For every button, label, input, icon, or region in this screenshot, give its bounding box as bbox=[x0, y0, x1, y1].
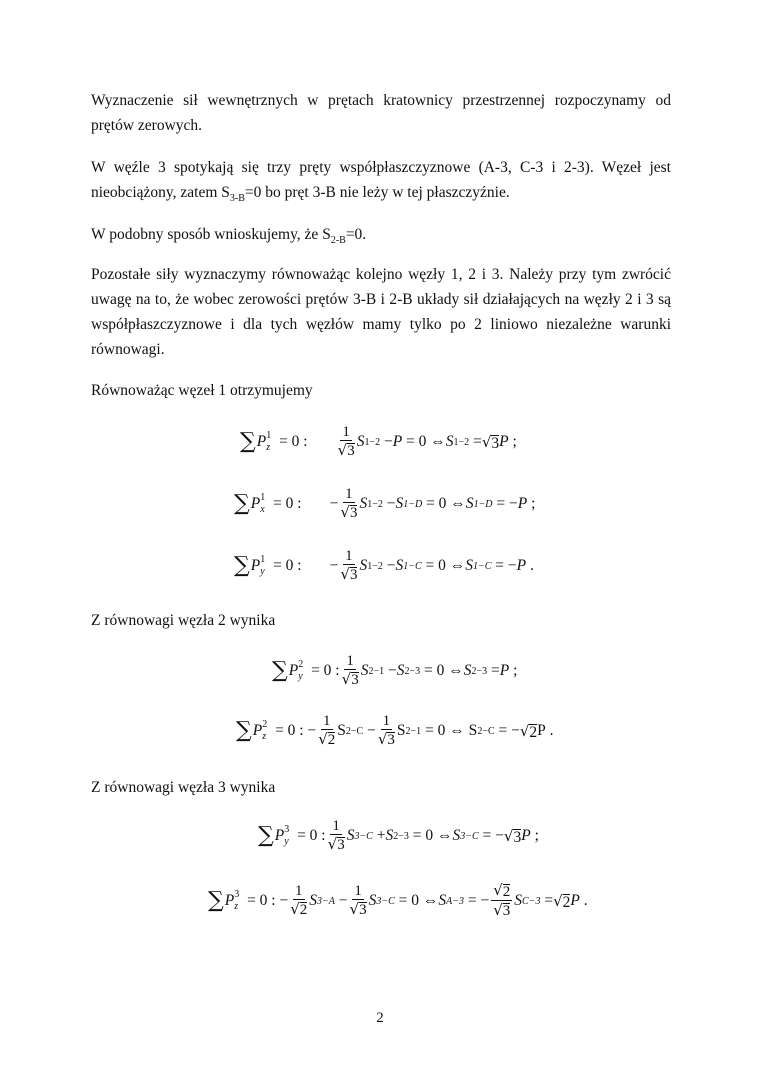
equation-node2-y: ∑ P 2 y = 0 : 1 √ 3 S 2−1 − S 2−3 = 0 ⇔ S 2−3 = P ; bbox=[272, 653, 518, 688]
page-number: 2 bbox=[376, 1010, 384, 1026]
equation-node3-z: ∑ P 3 z = 0 : − 1 √ 2 S 3−A − 1 √ 3 S 3−C = 0 ⇔ S A−3 = − √ 2 √ 3 S C−3 = √ 2 P . bbox=[208, 881, 588, 919]
equation-node1-z: ∑ P 1 z = 0 : 1 √ 3 S 1−2 − P = 0 ⇔ S 1−2 = √ 3 P ; bbox=[240, 424, 517, 459]
paragraph-node2-heading: Z równowagi węzła 2 wynika bbox=[91, 612, 276, 629]
paragraph-node2-zero: W podobny sposób wnioskujemy, że $S_{2-B}=0$. bbox=[91, 226, 367, 246]
paragraph-node3-zero: W węźle 3 spotykają się trzy pręty współpłaszczyznowe (A-3, C-3 i 2-3). Węzeł jest nieobciążony, zatem $S_{3-B}=0$ bo pręt 3-B nie leży w tej płaszczyźnie. bbox=[91, 159, 671, 204]
paragraph-intro: Wyznaczenie sił wewnętrznych w prętach kratownicy przestrzennej rozpoczynamy od prętów zerowych. bbox=[91, 92, 671, 134]
equation-node3-y: ∑ P 3 y = 0 : 1 √ 3 S 3−C + S 2−3 = 0 ⇔ S 3−C = − √ 3 P ; bbox=[258, 818, 539, 853]
paragraph-node1-heading: Równoważąc węzeł 1 otrzymujemy bbox=[91, 382, 313, 399]
equation-node2-z: ∑ P 2 z = 0 : − 1 √ 2 S 2−C − 1 √ 3 S 2−1 = 0 ⇔ S 2−C = − √ 2 P . bbox=[236, 713, 554, 748]
equation-node1-x: ∑ P 1 x = 0 : − 1 √ 3 S 1−2 − S 1−D = 0 ⇔ S 1−D = − P ; bbox=[234, 486, 536, 521]
paragraph-node3-heading: Z równowagi węzła 3 wynika bbox=[91, 779, 276, 796]
equation-node1-y: ∑ P 1 y = 0 : − 1 √ 3 S 1−2 − S 1−C = 0 ⇔ S 1−C = − P . bbox=[234, 548, 534, 583]
paragraph-method: Pozostałe siły wyznaczymy równoważąc kolejno węzły 1, 2 i 3. Należy przy tym zwrócić uwagę na to, że wobec zerowości prętów 3-B i 2-B układy sił działających na węzły 2 i 3 są współpłaszczyznowe i dla tych węzłów mamy tylko po 2 liniowo niezależne warunki równowagi. bbox=[91, 266, 671, 358]
